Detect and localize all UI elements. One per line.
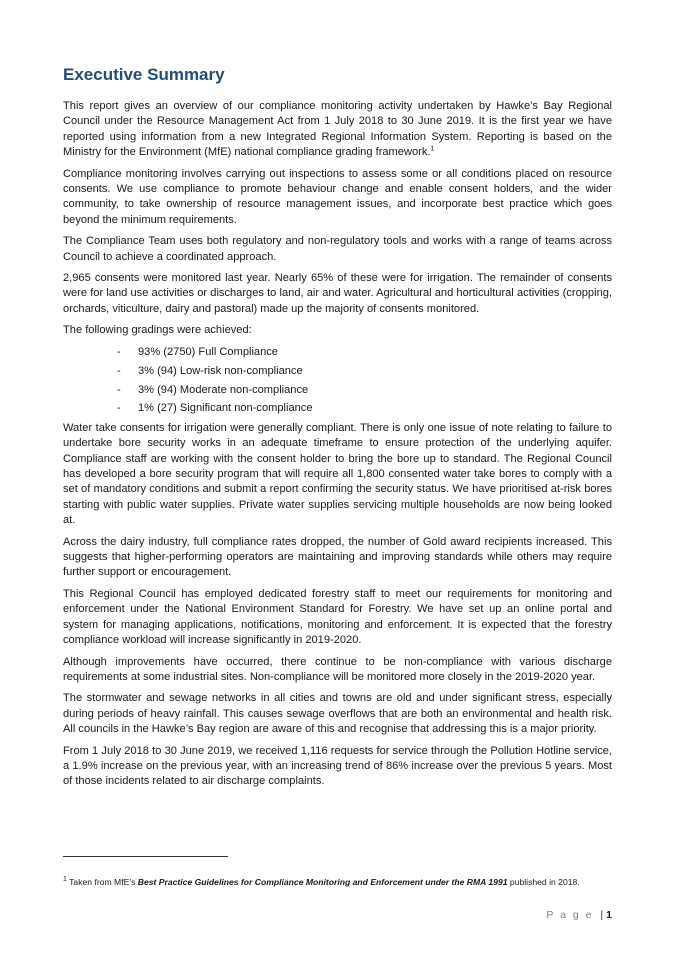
footnote-title: Best Practice Guidelines for Compliance Monitoring and Enforcement under the RMA 1991 (137, 877, 508, 887)
paragraph-compliance-team: The Compliance Team uses both regulatory and non-regulatory tools and works with a range of teams across Council to achieve a coordinated approach. (63, 235, 612, 263)
list-item: - 93% (2750) Full Compliance (117, 345, 278, 358)
paragraph-pollution-hotline: From 1 July 2018 to 30 June 2019, we received 1,116 requests for service through the Pollution Hotline service, a 1.9% increase on the previous year, with an increasing trend of 86% increase over the previous 5 years. Most of those incidents related to air discharge complaints. (63, 744, 612, 788)
paragraph-forestry: This Regional Council has employed dedicated forestry staff to meet our requirements for monitoring and enforcement under the National Environment Standard for Forestry. We have set up an online portal and system for managing applications, notifications, monitoring and enforcement. It is expected that the forestry compliance workload will increase significantly in 2019-2020. (63, 587, 612, 647)
footnote-reference[interactable]: 1 (430, 145, 435, 153)
paragraph-dairy: Across the dairy industry, full compliance rates dropped, the number of Gold award recipients increased. This suggests that higher-performing operators are maintaining and improving standards while others may require further support or encouragement. (63, 535, 612, 579)
footnote-separator (63, 856, 228, 857)
list-item: - 3% (94) Low-risk non-compliance (117, 364, 303, 377)
paragraph-intro: This report gives an overview of our compliance monitoring activity undertaken by Hawke’s Bay Regional Council under the Resource Management Act from 1 July 2018 to 30 June 2019. It is the first year we have reported using information from a new Integrated Regional Information System. Reporting is based on the Ministry for the Environment (MfE) national compliance grading framework.$^1$ (63, 100, 612, 159)
paragraph-water-take: Water take consents for irrigation were generally compliant. There is only one issue of note relating to failure to undertake bore security works in an adequate timeframe to ensure protection of the underlying aquifer. Compliance staff are working with the consent holder to bring the bore up to standard. The Regional Council has developed a bore security program that will require all 1,800 consented water take bores to comply with a set of mandatory conditions and submit a report confirming the security status. We have prioritised at-risk bores starting with public water supplies. Private water supplies servicing multiple households are now being looked at. (63, 421, 612, 527)
page-title: Executive Summary (63, 65, 225, 84)
document-body (63, 99, 612, 796)
page-number: P a g e | 1 (546, 909, 612, 921)
gradings-list (63, 345, 612, 417)
paragraph-stormwater: The stormwater and sewage networks in all cities and towns are old and under significant stress, especially during periods of heavy rainfall. This causes sewage overflows that are both an environmental and health risk. All councils in the Hawke’s Bay region are aware of this and recognise that addressing this is a major priority. (63, 692, 612, 736)
paragraph-gradings-intro: The following gradings were achieved: (63, 324, 252, 337)
footnote: $^1$ Taken from MfE’s Best Practice Guidelines for Compliance Monitoring and Enforcement under the RMA 1991 published in 2018. (63, 876, 580, 887)
paragraph-industrial: Although improvements have occurred, there continue to be non-compliance with various discharge requirements at some industrial sites. Non-compliance will be monitored more closely in the 2019-2020 year. (63, 655, 612, 683)
footnote-marker: 1 (63, 876, 67, 884)
paragraph-compliance-monitoring: Compliance monitoring involves carrying out inspections to assess some or all conditions placed on resource consents. We use compliance to promote behaviour change and enable consent holders, and the wider community, to take ownership of resource management issues, and incorporate best practice which goes beyond the minimum requirements. (63, 167, 612, 226)
list-item: - 3% (94) Moderate non-compliance (117, 383, 309, 396)
paragraph-consents-monitored: 2,965 consents were monitored last year. Nearly 65% of these were for irrigation. The remainder of consents were for land use activities or discharges to land, air and water. Agricultural and horticultural activities (cropping, orchards, viticulture, dairy and pastoral) made up the majority of consents monitored. (63, 272, 612, 315)
list-item: - 1% (27) Significant non-compliance (117, 402, 313, 415)
